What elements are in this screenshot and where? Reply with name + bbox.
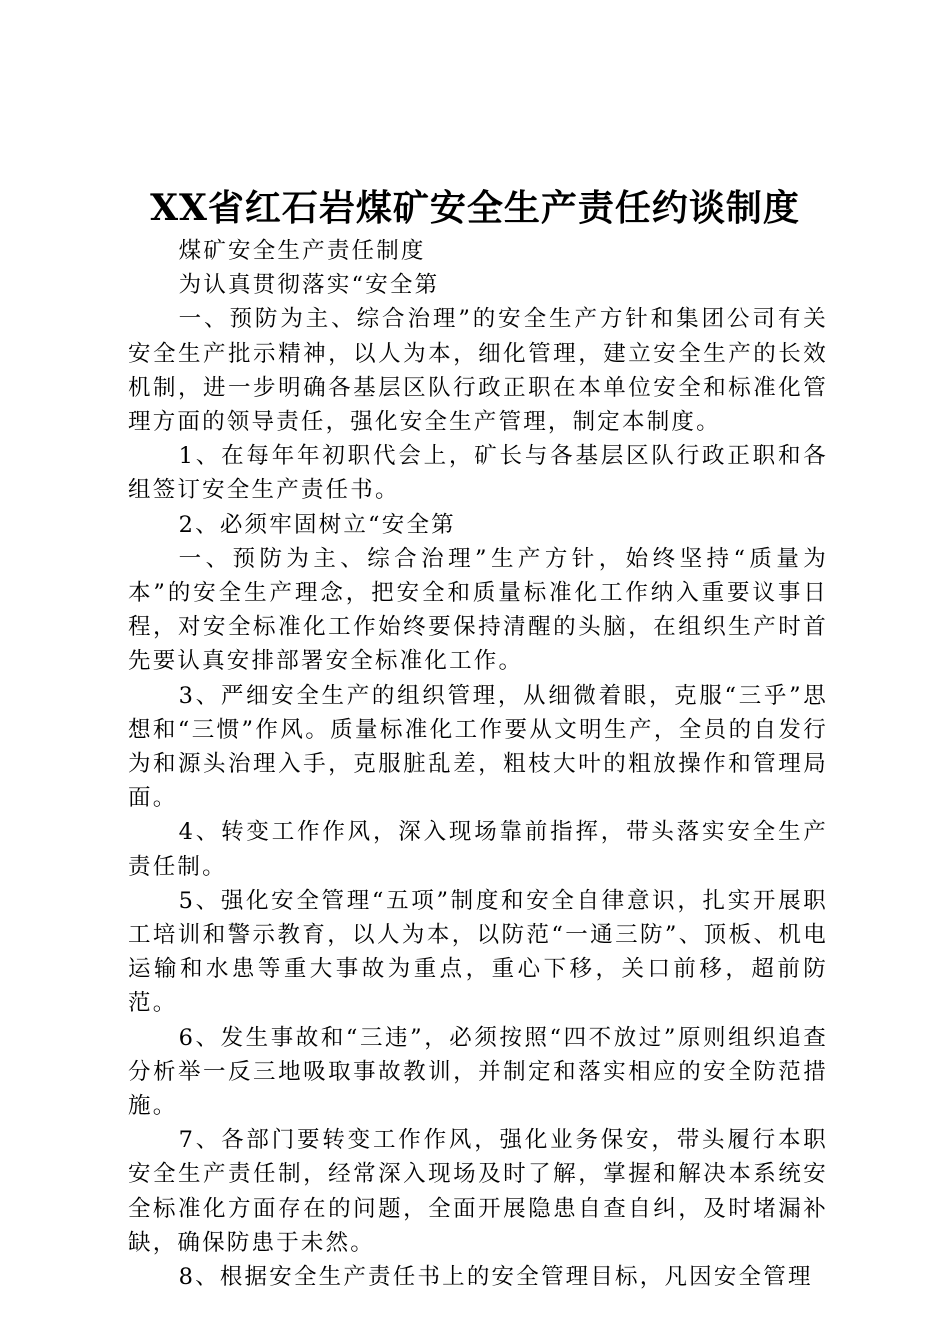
paragraph-item-1: 1、在每年年初职代会上，矿长与各基层区队行政正职和各组签订安全生产责任书。 <box>128 443 828 504</box>
paragraph-item-4: 4、转变工作作风，深入现场靠前指挥，带头落实安全生产责任制。 <box>128 819 828 880</box>
paragraph-item-3: 3、严细安全生产的组织管理，从细微着眼，克服“三乎”思想和“三惯”作风。质量标准化工作要从文明生产，全员的自发行为和源头治理入手，克服脏乱差，粗枝大叶的粗放操作和管理局面。 <box>128 682 828 812</box>
paragraph-intro-continued: 一、预防为主、综合治理”的安全生产方针和集团公司有关安全生产批示精神，以人为本，细化管理，建立安全生产的长效机制，进一步明确各基层区队行政正职在本单位安全和标准化管理方面的领导责任，强化安全生产管理，制定本制度。 <box>128 306 828 436</box>
paragraph-item-2-continued: 一、预防为主、综合治理”生产方针，始终坚持“质量为本”的安全生产理念，把安全和质量标准化工作纳入重要议事日程，对安全标准化工作始终要保持清醒的头脑，在组织生产时首先要认真安排部署安全标准化工作。 <box>128 545 828 675</box>
document-title: XX省红石岩煤矿安全生产责任约谈制度 <box>150 187 800 229</box>
paragraph-item-5: 5、强化安全管理“五项”制度和安全自律意识，扎实开展职工培训和警示教育，以人为本，以防范“一通三防”、顶板、机电运输和水患等重大事故为重点，重心下移，关口前移，超前防范。 <box>128 887 828 1017</box>
paragraph-intro: 为认真贯彻落实“安全第 <box>178 272 440 299</box>
paragraph-item-7: 7、各部门要转变工作作风，强化业务保安，带头履行本职安全生产责任制，经常深入现场及时了解，掌握和解决本系统安全标准化方面存在的问题，全面开展隐患自查自纠，及时堵漏补缺，确保防患于未然。 <box>128 1127 828 1256</box>
paragraph-item-6: 6、发生事故和“三违”，必须按照“四不放过”原则组织追查分析举一反三地吸取事故教训，并制定和落实相应的安全防范措施。 <box>128 1024 828 1120</box>
document-body <box>128 234 828 1294</box>
paragraph-subtitle: 煤矿安全生产责任制度 <box>178 238 426 264</box>
paragraph-item-8: 8、根据安全生产责任书上的安全管理目标，凡因安全管理 <box>178 1264 813 1291</box>
paragraph-item-2: 2、必须牢固树立“安全第 <box>178 511 456 538</box>
